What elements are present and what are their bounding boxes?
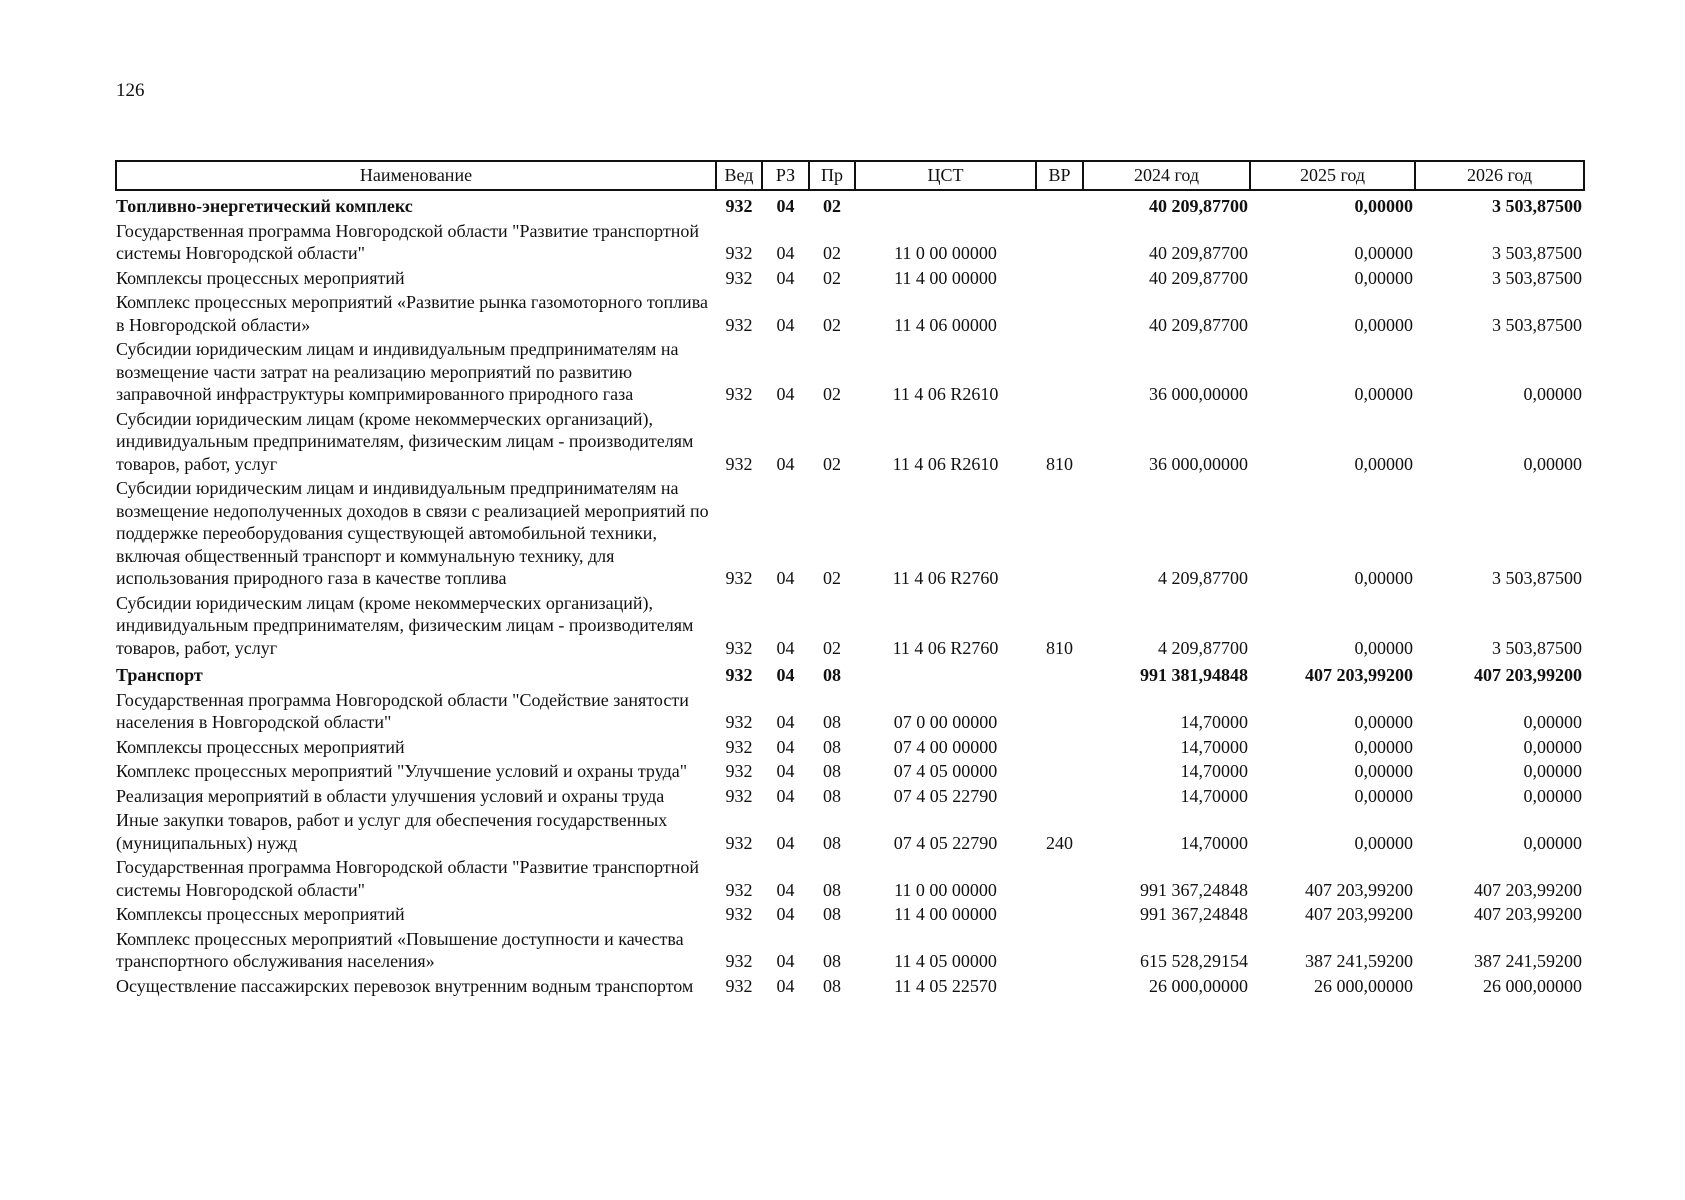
row-vr (1036, 688, 1083, 735)
row-rz: 04 (776, 879, 795, 900)
row-name: Государственная программа Новгородской области "Развитие транспортной системы Новгородской области" (116, 220, 699, 263)
row-rz: 04 (776, 568, 795, 588)
row-amount-2024: 991 367,24848 (1140, 904, 1248, 924)
row-rz: 04 (776, 975, 795, 996)
row-pr: 08 (823, 975, 841, 996)
row-vr (1036, 927, 1083, 974)
row-amount-2024: 40 209,87700 (1149, 314, 1248, 335)
row-amount-2026: 0,00000 (1523, 761, 1582, 781)
row-amount-2026: 3 503,87500 (1492, 637, 1582, 658)
row-name: Комплекс процессных мероприятий «Повышение доступности и качества транспортного обслуживания населения» (116, 928, 684, 971)
header-cst: ЦСТ (855, 161, 1036, 190)
row-vr: 810 (1046, 453, 1073, 474)
row-vr (1036, 974, 1083, 999)
row-cst: 07 4 05 22790 (893, 832, 998, 853)
row-amount-2024: 14,70000 (1180, 832, 1248, 853)
table-row (116, 855, 1584, 902)
row-amount-2024: 991 381,94848 (1140, 665, 1248, 685)
row-name: Комплекс процессных мероприятий "Улучшение условий и охраны труда" (116, 761, 688, 781)
row-amount-2024: 615 528,29154 (1140, 951, 1248, 971)
row-cst: 11 4 06 R2610 (892, 453, 999, 474)
row-amount-2026: 0,00000 (1523, 832, 1582, 853)
table-row (116, 902, 1584, 927)
row-vr (1036, 759, 1083, 784)
row-amount-2024: 36 000,00000 (1149, 453, 1248, 474)
table-row (116, 688, 1584, 735)
row-amount-2025: 26 000,00000 (1314, 975, 1413, 996)
row-name: Топливно-энергетический комплекс (116, 196, 413, 216)
row-ved: 932 (725, 904, 753, 924)
row-rz: 04 (776, 736, 795, 757)
row-cst: 11 4 00 00000 (894, 267, 997, 288)
row-amount-2025: 0,00000 (1354, 314, 1413, 335)
row-amount-2024: 40 209,87700 (1149, 243, 1248, 263)
row-pr: 02 (823, 267, 841, 288)
row-amount-2024: 14,70000 (1180, 712, 1248, 732)
row-amount-2024: 14,70000 (1180, 736, 1248, 757)
row-ved: 932 (725, 761, 753, 781)
row-amount-2026: 3 503,87500 (1492, 314, 1582, 335)
table-row (116, 735, 1584, 760)
row-amount-2024: 4 209,87700 (1158, 568, 1248, 588)
row-amount-2024: 40 209,87700 (1149, 267, 1248, 288)
row-rz: 04 (776, 314, 795, 335)
table-row (116, 190, 1584, 219)
row-rz: 04 (776, 712, 795, 732)
row-ved: 932 (725, 712, 753, 732)
row-ved: 932 (725, 453, 753, 474)
row-pr: 02 (823, 314, 841, 335)
table-row (116, 808, 1584, 855)
row-name: Комплекс процессных мероприятий «Развитие рынка газомоторного топлива в Новгородской области» (116, 292, 708, 335)
row-pr: 08 (823, 665, 841, 685)
row-cst: 07 4 05 22790 (893, 785, 998, 806)
row-pr: 08 (823, 879, 841, 900)
row-rz: 04 (776, 951, 795, 971)
row-name: Субсидии юридическим лицам и индивидуальным предпринимателям на возмещение недополученных доходов в связи с реализацией мероприятий по поддержке переоборудования существующей автомобильной техники, включая общественный транспорт и коммунальную технику, для использования природного газа в качестве топлива (116, 478, 709, 588)
row-rz: 04 (776, 384, 795, 404)
row-name: Субсидии юридическим лицам и индивидуальным предпринимателям на возмещение части затрат на реализацию мероприятий по развитию заправочной инфраструктуры компримированного природного газа (116, 339, 679, 404)
row-amount-2024: 36 000,00000 (1149, 384, 1248, 404)
table-row (116, 219, 1584, 266)
row-amount-2025: 0,00000 (1354, 712, 1413, 732)
row-amount-2026: 387 241,59200 (1474, 951, 1582, 971)
row-amount-2026: 0,00000 (1523, 785, 1582, 806)
row-amount-2025: 0,00000 (1354, 785, 1413, 806)
row-rz: 04 (776, 196, 795, 216)
row-amount-2024: 14,70000 (1180, 785, 1248, 806)
row-name: Субсидии юридическим лицам (кроме некоммерческих организаций), индивидуальным предпринимателям, физическим лицам - производителям товаров, работ, услуг (116, 592, 694, 658)
row-cst: 11 0 00 00000 (894, 879, 997, 900)
table-row (116, 290, 1584, 337)
row-cst: 11 4 06 R2760 (892, 568, 999, 588)
table-row (116, 660, 1584, 688)
row-vr (1036, 219, 1083, 266)
row-amount-2024: 14,70000 (1180, 761, 1248, 781)
table-header (116, 161, 1584, 190)
header-2024: 2024 год (1083, 161, 1250, 190)
row-amount-2024: 26 000,00000 (1149, 975, 1248, 996)
row-cst: 11 4 06 00000 (894, 314, 997, 335)
row-name: Иные закупки товаров, работ и услуг для обеспечения государственных (муниципальных) нужд (116, 810, 668, 853)
table-row (116, 927, 1584, 974)
row-vr (1036, 660, 1083, 688)
row-cst: 11 4 05 22570 (894, 975, 997, 996)
row-amount-2024: 991 367,24848 (1140, 879, 1248, 900)
row-vr: 810 (1046, 637, 1073, 658)
row-vr (1036, 266, 1083, 291)
page-number: 126 (116, 80, 145, 101)
header-vr: ВР (1036, 161, 1083, 190)
table-row (116, 476, 1584, 591)
row-amount-2026: 407 203,99200 (1474, 904, 1582, 924)
row-rz: 04 (776, 243, 795, 263)
row-name: Субсидии юридическим лицам (кроме некоммерческих организаций), индивидуальным предпринимателям, физическим лицам - производителям товаров, работ, услуг (116, 408, 694, 474)
row-vr: 240 (1046, 832, 1073, 853)
header-ved: Вед (716, 161, 762, 190)
row-ved: 932 (725, 785, 753, 806)
row-rz: 04 (776, 904, 795, 924)
row-ved: 932 (725, 243, 753, 263)
row-vr (1036, 855, 1083, 902)
row-amount-2026: 3 503,87500 (1492, 267, 1582, 288)
row-amount-2026: 3 503,87500 (1492, 196, 1582, 216)
row-ved: 932 (725, 832, 753, 853)
row-ved: 932 (725, 879, 753, 900)
row-amount-2025: 0,00000 (1354, 832, 1413, 853)
row-pr: 02 (823, 453, 841, 474)
row-cst (855, 190, 1036, 219)
row-amount-2026: 3 503,87500 (1492, 243, 1582, 263)
row-ved: 932 (725, 975, 753, 996)
row-vr (1036, 784, 1083, 809)
row-pr: 08 (823, 761, 841, 781)
row-pr: 08 (823, 904, 841, 924)
row-amount-2025: 0,00000 (1354, 568, 1413, 588)
row-pr: 08 (823, 712, 841, 732)
row-amount-2024: 4 209,87700 (1158, 637, 1248, 658)
row-cst: 07 0 00 00000 (893, 712, 998, 732)
header-2025: 2025 год (1250, 161, 1415, 190)
row-name: Комплексы процессных мероприятий (116, 736, 405, 757)
table-row (116, 974, 1584, 999)
row-vr (1036, 902, 1083, 927)
row-cst: 07 4 00 00000 (893, 736, 998, 757)
row-vr (1036, 290, 1083, 337)
row-pr: 08 (823, 951, 841, 971)
budget-table (115, 160, 1585, 998)
row-amount-2026: 407 203,99200 (1474, 879, 1582, 900)
row-ved: 932 (725, 665, 753, 685)
table-row (116, 759, 1584, 784)
row-amount-2025: 407 203,99200 (1305, 904, 1413, 924)
row-name: Государственная программа Новгородской области "Развитие транспортной системы Новгородской области" (116, 857, 699, 900)
row-amount-2026: 26 000,00000 (1483, 975, 1582, 996)
header-name: Наименование (116, 161, 716, 190)
row-cst: 11 4 05 00000 (894, 951, 997, 971)
row-pr: 02 (823, 196, 841, 216)
row-name: Транспорт (116, 665, 203, 685)
row-rz: 04 (776, 785, 795, 806)
row-cst: 11 4 06 R2610 (892, 384, 999, 404)
row-amount-2026: 0,00000 (1523, 712, 1582, 732)
row-amount-2026: 0,00000 (1523, 736, 1582, 757)
row-name: Комплексы процессных мероприятий (116, 904, 405, 924)
row-pr: 02 (823, 637, 841, 658)
row-amount-2026: 3 503,87500 (1492, 568, 1582, 588)
row-rz: 04 (776, 453, 795, 474)
row-ved: 932 (725, 951, 753, 971)
row-ved: 932 (725, 384, 753, 404)
row-name: Комплексы процессных мероприятий (116, 267, 405, 288)
row-amount-2025: 0,00000 (1354, 453, 1413, 474)
table-body (116, 190, 1584, 998)
table-row (116, 266, 1584, 291)
row-cst: 07 4 05 00000 (893, 761, 998, 781)
row-cst: 11 0 00 00000 (894, 243, 997, 263)
row-ved: 932 (725, 637, 753, 658)
row-vr (1036, 190, 1083, 219)
row-name: Реализация мероприятий в области улучшения условий и охраны труда (116, 785, 665, 806)
row-ved: 932 (725, 196, 753, 216)
row-pr: 08 (823, 736, 841, 757)
row-cst: 11 4 06 R2760 (892, 637, 999, 658)
row-amount-2025: 0,00000 (1354, 196, 1413, 216)
row-ved: 932 (725, 314, 753, 335)
header-pr: Пр (809, 161, 855, 190)
row-pr: 02 (823, 384, 841, 404)
row-amount-2026: 0,00000 (1523, 453, 1582, 474)
row-pr: 02 (823, 243, 841, 263)
row-cst: 11 4 00 00000 (894, 904, 997, 924)
row-cst (855, 660, 1036, 688)
row-ved: 932 (725, 267, 753, 288)
row-pr: 08 (823, 785, 841, 806)
header-rz: РЗ (762, 161, 809, 190)
row-ved: 932 (725, 736, 753, 757)
row-amount-2024: 40 209,87700 (1149, 196, 1248, 216)
row-name: Осуществление пассажирских перевозок внутренним водным транспортом (116, 975, 694, 996)
row-amount-2025: 0,00000 (1354, 761, 1413, 781)
row-rz: 04 (776, 761, 795, 781)
row-amount-2026: 407 203,99200 (1474, 665, 1582, 685)
table-row (116, 591, 1584, 661)
row-amount-2025: 407 203,99200 (1305, 879, 1413, 900)
row-amount-2025: 0,00000 (1354, 267, 1413, 288)
row-amount-2025: 0,00000 (1354, 243, 1413, 263)
row-amount-2025: 407 203,99200 (1305, 665, 1413, 685)
row-amount-2025: 387 241,59200 (1305, 951, 1413, 971)
header-2026: 2026 год (1415, 161, 1584, 190)
row-pr: 02 (823, 568, 841, 588)
row-pr: 08 (823, 832, 841, 853)
row-amount-2025: 0,00000 (1354, 384, 1413, 404)
row-amount-2025: 0,00000 (1354, 736, 1413, 757)
table-row (116, 407, 1584, 477)
row-rz: 04 (776, 267, 795, 288)
row-amount-2025: 0,00000 (1354, 637, 1413, 658)
table-row (116, 784, 1584, 809)
row-vr (1036, 337, 1083, 407)
row-ved: 932 (725, 568, 753, 588)
row-vr (1036, 735, 1083, 760)
table-row (116, 337, 1584, 407)
row-vr (1036, 476, 1083, 591)
row-rz: 04 (776, 832, 795, 853)
row-name: Государственная программа Новгородской области "Содействие занятости населения в Новгородской области" (116, 689, 689, 732)
row-rz: 04 (776, 665, 795, 685)
row-rz: 04 (776, 637, 795, 658)
row-amount-2026: 0,00000 (1523, 384, 1582, 404)
